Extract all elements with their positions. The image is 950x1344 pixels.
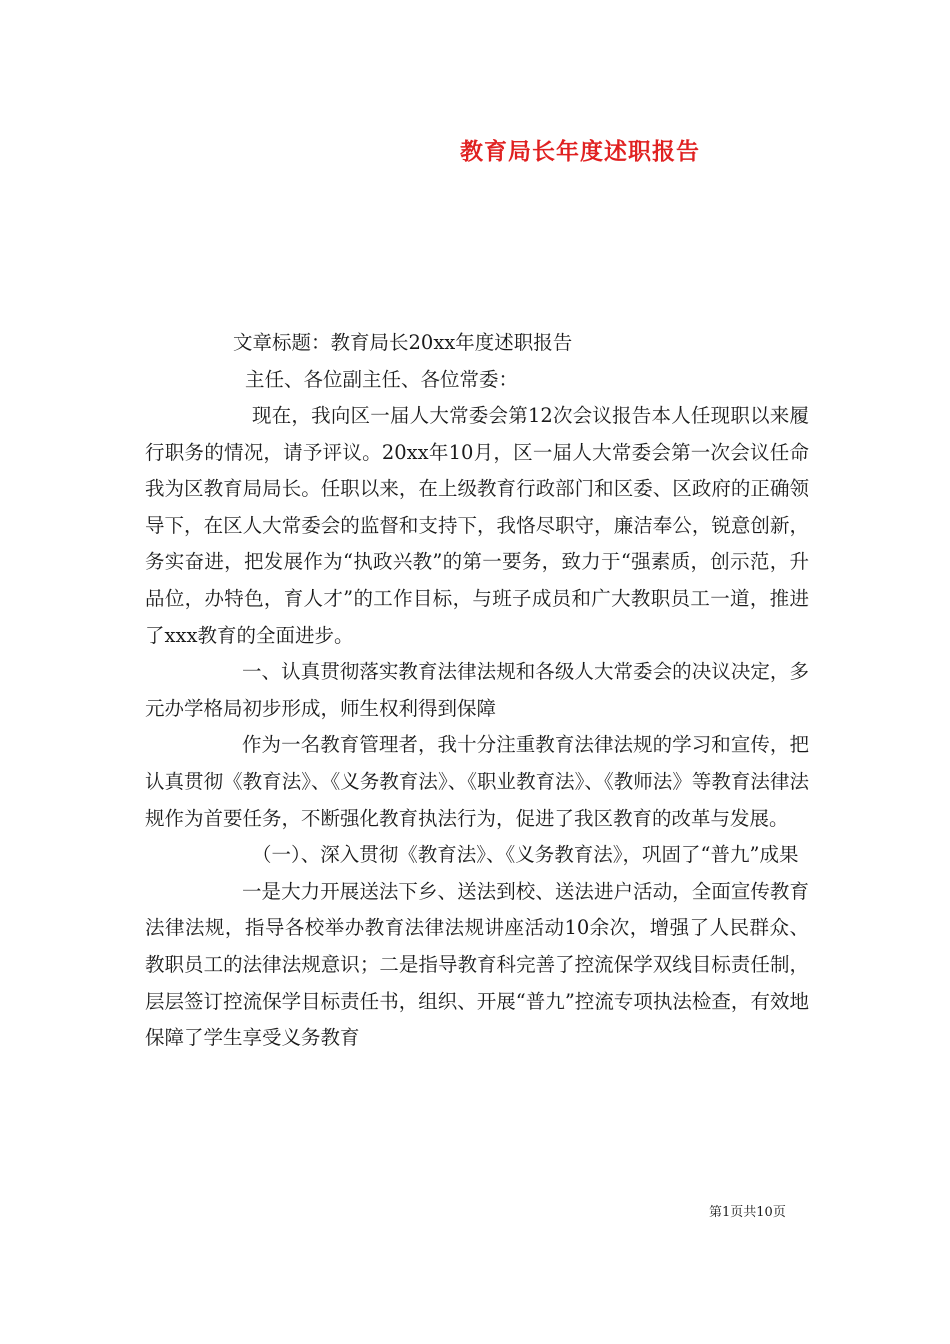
- document-body: [145, 398, 809, 1057]
- salutation: 主任、各位副主任、各位常委：: [245, 368, 519, 391]
- paragraph-subsection-1: 一是大力开展送法下乡、送法到校、送法进户活动，全面宣传教育法律法规，指导各校举办教育法律法规讲座活动10余次，增强了人民群众、教职员工的法律法规意识；二是指导教育科完善了控流保学双线目标责任制，层层签订控流保学目标责任书，组织、开展“普九”控流专项执法检查，有效地保障了学生享受义务教育: [145, 879, 809, 1050]
- paragraph-section-1: 作为一名教育管理者，我十分注重教育法律法规的学习和宣传，把认真贯彻《教育法》、《义务教育法》、《职业教育法》、《教师法》等教育法律法规作为首要任务，不断强化教育执法行为，促进了我区教育的改革与发展。: [145, 733, 809, 830]
- subsection-heading-1: （一）、深入贯彻《教育法》、《义务教育法》，巩固了“普九”成果: [252, 843, 799, 867]
- page-number-footer: 第1页共10页: [709, 1205, 786, 1220]
- document-title: 教育局长年度述职报告: [460, 138, 700, 165]
- article-title-line: 文章标题：教育局长20xx年度述职报告: [233, 331, 573, 354]
- paragraph-intro: 现在，我向区一届人大常委会第12次会议报告本人任现职以来履行职务的情况，请予评议。20xx年10月，区一届人大常委会第一次会议任命我为区教育局局长。任职以来，在上级教育行政部门和区委、区政府的正确领导下，在区人大常委会的监督和支持下，我恪尽职守，廉洁奉公，锐意创新，务实奋进，把发展作为“执政兴教”的第一要务，致力于“强素质，创示范，升品位，办特色，育人才”的工作目标，与班子成员和广大教职员工一道，推进了xxx教育的全面进步。: [145, 404, 809, 647]
- section-heading-1: 一、认真贯彻落实教育法律法规和各级人大常委会的决议决定，多元办学格局初步形成，师生权利得到保障: [145, 660, 809, 720]
